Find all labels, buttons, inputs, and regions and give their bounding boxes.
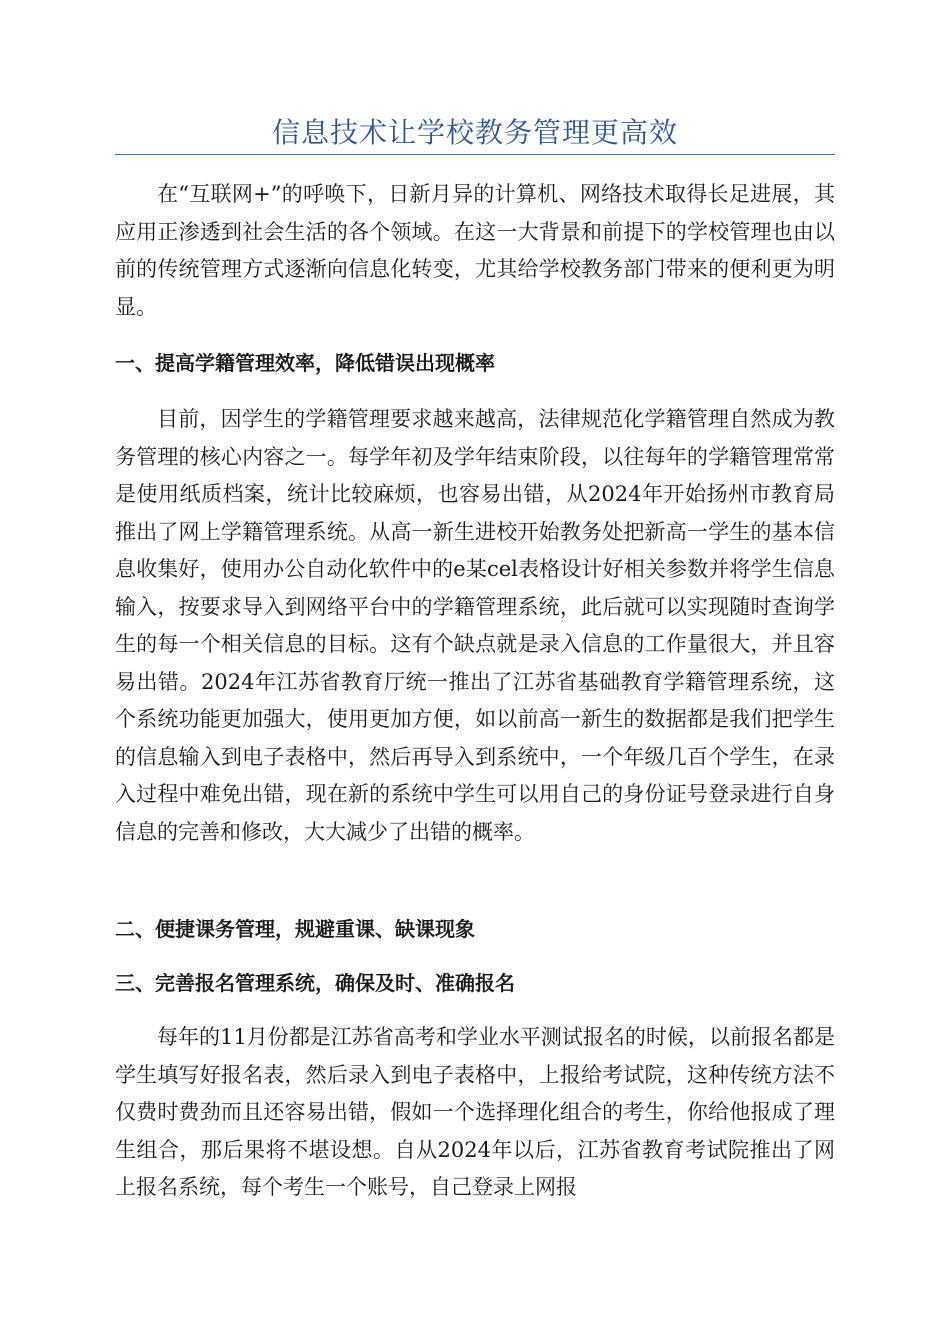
intro-paragraph: 在“互联网+”的呼唤下，日新月异的计算机、网络技术取得长足进展，其应用正渗透到社会生活的各个领域。在这一大背景和前提下的学校管理也由以前的传统管理方式逐渐向信息化转变，尤其给学校教务部门带来的便利更为明显。 <box>115 182 835 319</box>
document-title: 信息技术让学校教务管理更高效 <box>271 116 678 149</box>
section-1-heading: 一、提高学籍管理效率，降低错误出现概率 <box>115 351 495 375</box>
section-3-paragraph: 每年的11月份都是江苏省高考和学业水平测试报名的时候，以前报名都是学生填写好报名表，然后录入到电子表格中，上报给考试院，这种传统方法不仅费时费劲而且还容易出错，假如一个选择理化组合的考生，你给他报成了理生组合，那后果将不堪设想。自从2024年以后，江苏省教育考试院推出了网上报名系统，每个考生一个账号，自己登录上网报 <box>115 1025 835 1199</box>
title-underline <box>115 154 835 155</box>
section-3-heading: 三、完善报名管理系统，确保及时、准确报名 <box>115 971 515 995</box>
section-2-heading: 二、便捷课务管理，规避重课、缺课现象 <box>115 917 475 941</box>
section-1-paragraph: 目前，因学生的学籍管理要求越来越高，法律规范化学籍管理自然成为教务管理的核心内容之一。每学年初及学年结束阶段，以往每年的学籍管理常常是使用纸质档案，统计比较麻烦，也容易出错，从2024年开始扬州市教育局推出了网上学籍管理系统。从高一新生进校开始教务处把新高一学生的基本信息收集好，使用办公自动化软件中的e某cel表格设计好相关参数并将学生信息输入，按要求导入到网络平台中的学籍管理系统，此后就可以实现随时查询学生的每一个相关信息的目标。这有个缺点就是录入信息的工作量很大，并且容易出错。2024年江苏省教育厅统一推出了江苏省基础教育学籍管理系统，这个系统功能更加强大，使用更加方便，如以前高一新生的数据都是我们把学生的信息输入到电子表格中，然后再导入到系统中，一个年级几百个学生，在录入过程中难免出错，现在新的系统中学生可以用自己的身份证号登录进行自身信息的完善和修改，大大减少了出错的概率。 <box>115 407 835 844</box>
